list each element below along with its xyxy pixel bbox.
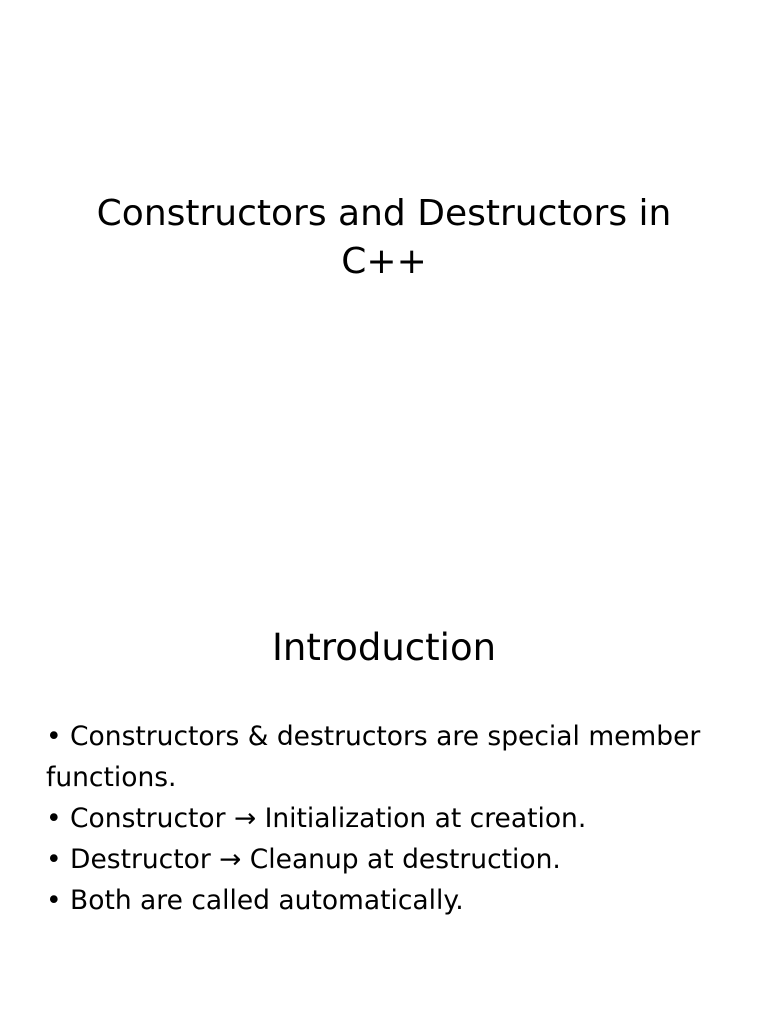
presentation-title-line-1: Constructors and Destructors in <box>96 193 672 234</box>
bullet-list <box>46 716 726 921</box>
bullet-item: • Destructor → Cleanup at destruction. <box>46 844 561 875</box>
bullet-item: • Constructor → Initialization at creation. <box>46 803 587 834</box>
slide-title: Introduction <box>271 626 497 669</box>
presentation-title-line-2: C++ <box>341 241 427 282</box>
presentation-title <box>40 190 728 286</box>
introduction-slide <box>0 512 768 1024</box>
bullet-item: • Both are called automatically. <box>46 885 464 916</box>
bullet-item: • Constructors & destructors are special member functions. <box>46 721 701 793</box>
